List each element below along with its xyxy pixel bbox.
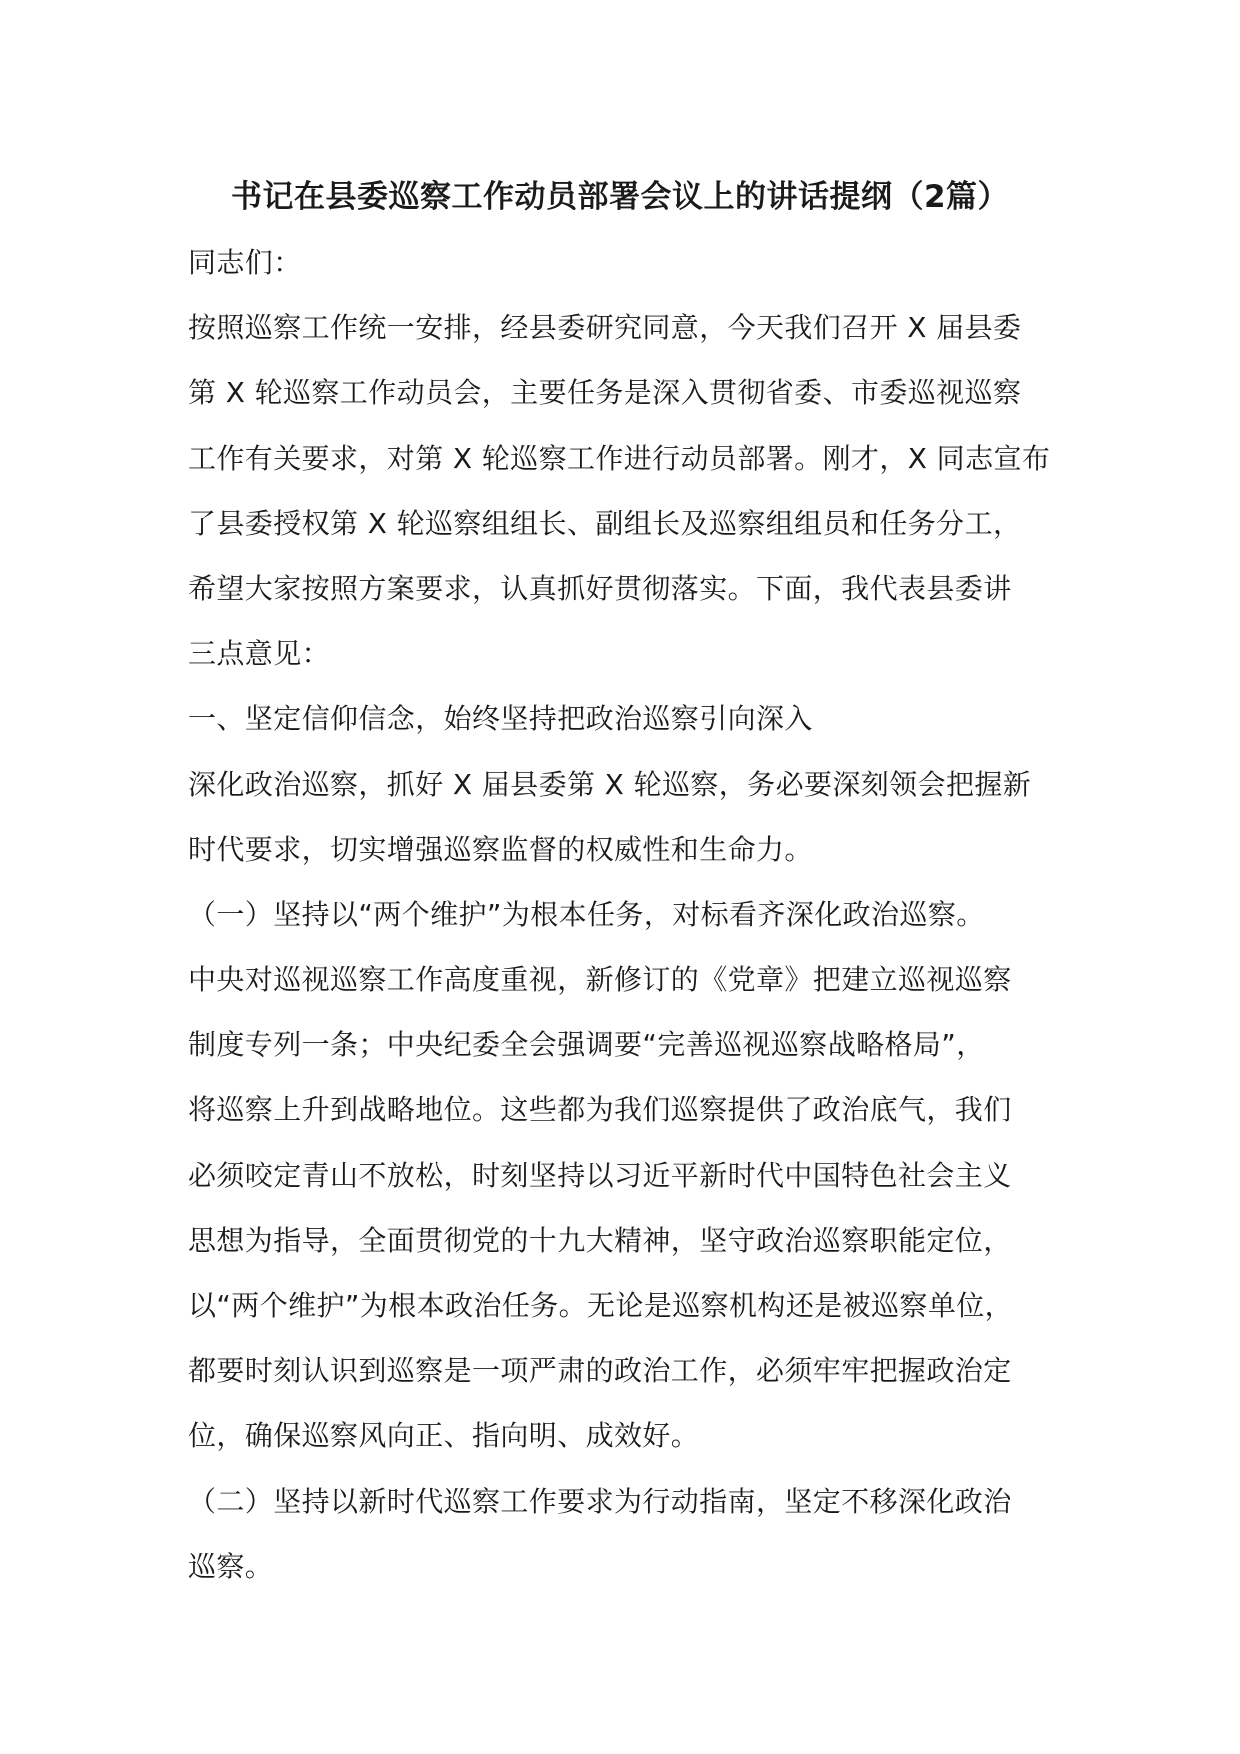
text-line: 将巡察上升到战略地位。这些都为我们巡察提供了政治底气，我们: [188, 1093, 1012, 1127]
text-line: 都要时刻认识到巡察是一项严肃的政治工作，必须牢牢把握政治定: [188, 1354, 1012, 1388]
text-line: 第 X 轮巡察工作动员会，主要任务是深入贯彻省委、市委巡视巡察: [188, 376, 1022, 410]
document-body: [188, 240, 1088, 1609]
text-line: 希望大家按照方案要求，认真抓好贯彻落实。下面，我代表县委讲: [188, 571, 1012, 605]
text-line: 时代要求，切实增强巡察监督的权威性和生命力。: [188, 832, 813, 866]
text-line: 三点意见：: [188, 637, 331, 671]
text-line: 制度专列一条；中央纪委全会强调要“完善巡视巡察战略格局”，: [188, 1028, 985, 1062]
text-line: 了县委授权第 X 轮巡察组组长、副组长及巡察组组员和任务分工，: [188, 506, 1022, 540]
text-line: 巡察。: [188, 1549, 274, 1583]
document-title: 书记在县委巡察工作动员部署会议上的讲话提纲（2篇）: [230, 179, 1010, 215]
text-line: 工作有关要求，对第 X 轮巡察工作进行动员部署。刚才，X 同志宣布: [188, 441, 1051, 475]
text-line: 按照巡察工作统一安排，经县委研究同意，今天我们召开 X 届县委: [188, 311, 1022, 345]
subsection-heading: （二）坚持以新时代巡察工作要求为行动指南，坚定不移深化政治: [188, 1484, 1012, 1518]
text-line: 思想为指导，全面贯彻党的十九大精神，坚守政治巡察职能定位，: [188, 1223, 1012, 1257]
section-heading: 一、坚定信仰信念，始终坚持把政治巡察引向深入: [188, 702, 813, 736]
text-line: 以“两个维护”为根本政治任务。无论是巡察机构还是被巡察单位，: [188, 1289, 1014, 1322]
text-line: 深化政治巡察，抓好 X 届县委第 X 轮巡察，务必要深刻领会把握新: [188, 767, 1032, 801]
text-line: 中央对巡视巡察工作高度重视，新修订的《党章》把建立巡视巡察: [188, 963, 1012, 997]
subsection-heading: （一）坚持以“两个维护”为根本任务，对标看齐深化政治巡察。: [188, 897, 985, 931]
text-line: 同志们：: [188, 246, 302, 279]
text-line: 必须咬定青山不放松，时刻坚持以习近平新时代中国特色社会主义: [188, 1158, 1012, 1192]
text-line: 位，确保巡察风向正、指向明、成效好。: [188, 1419, 700, 1453]
